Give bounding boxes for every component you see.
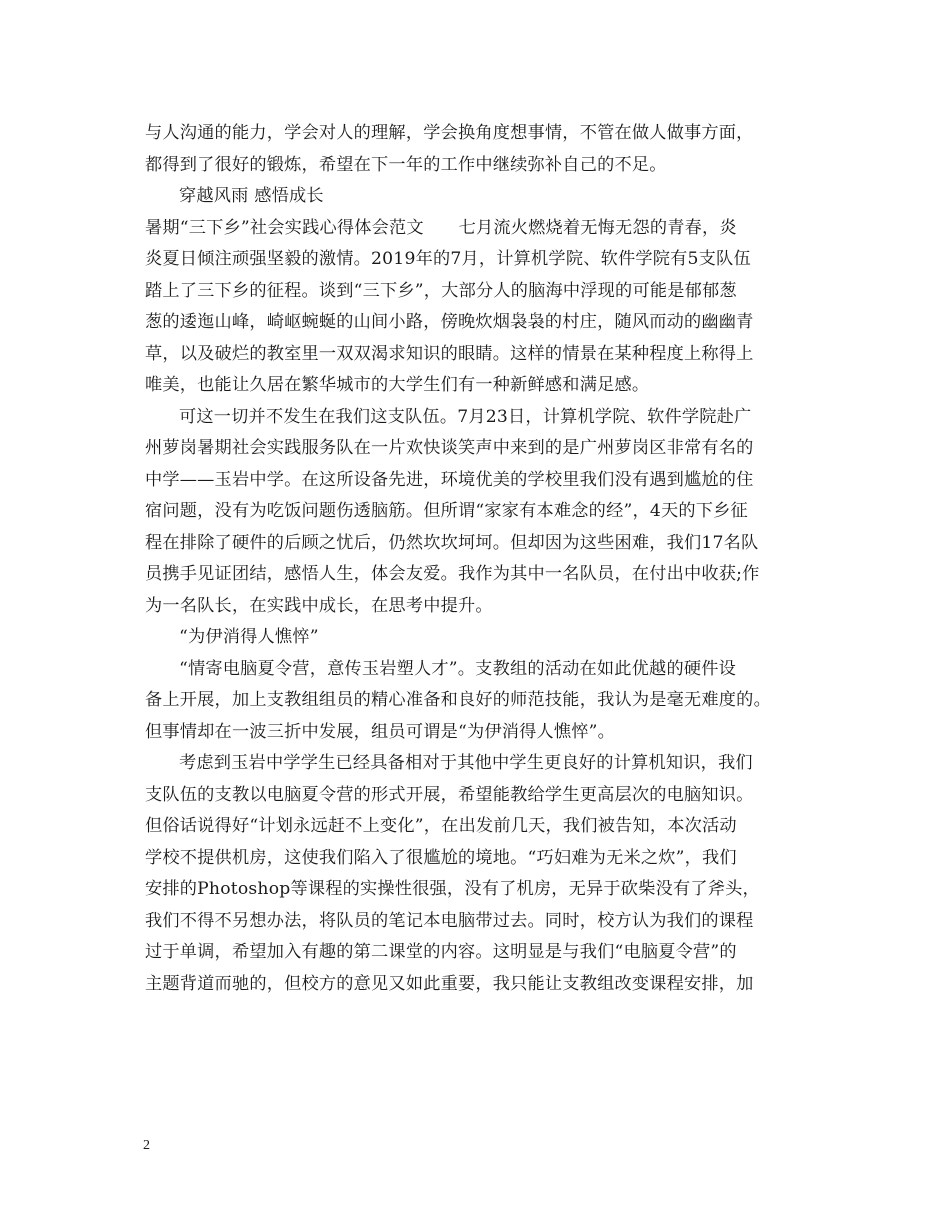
text-line: 可这一切并不发生在我们这支队伍。7月23日，计算机学院、软件学院赴广: [179, 406, 752, 427]
text-line: 支队伍的支教以电脑夏令营的形式开展，希望能教给学生更高层次的电脑知识。: [145, 784, 754, 805]
text-line: “为伊消得人憔悴”: [179, 627, 319, 647]
text-line: 过于单调，希望加入有趣的第二课堂的内容。这明显是与我们“电脑夏令营”的: [145, 942, 737, 962]
text-line: 葱的逶迤山峰，崎岖蜿蜒的山间小路，傍晚炊烟袅袅的村庄，随风而动的幽幽青: [145, 312, 754, 332]
text-line: 安排的Photoshop等课程的实操性很强，没有了机房，无异于砍柴没有了斧头，: [145, 879, 760, 899]
text-line: 程在排除了硬件的后顾之忧后，仍然坎坎坷坷。但却因为这些困难，我们17名队: [145, 532, 759, 553]
text-line: 踏上了三下乡的征程。谈到“三下乡”，大部分人的脑海中浮现的可能是郁郁葱: [145, 280, 737, 301]
text-line: 但事情却在一波三折中发展，组员可谓是“为伊消得人憔悴”。: [145, 721, 616, 742]
text-line: 主题背道而驰的，但校方的意见又如此重要，我只能让支教组改变课程安排，加: [145, 973, 754, 994]
document-body: [145, 118, 815, 1000]
text-line: 员携手见证团结，感悟人生，体会友爱。我作为其中一名队员，在付出中收获;作: [145, 564, 760, 584]
page-number: 2: [143, 1138, 150, 1153]
text-line: 中学——玉岩中学。在这所设备先进，环境优美的学校里我们没有遇到尴尬的住: [145, 469, 754, 490]
text-line: 暑期“三下乡”社会实践心得体会范文 七月流火燃烧着无悔无怨的青春，炎: [145, 217, 737, 238]
text-line: 都得到了很好的锻炼，希望在下一年的工作中继续弥补自己的不足。: [145, 154, 667, 175]
text-line: 但俗话说得好“计划永远赶不上变化”，在出发前几天，我们被告知，本次活动: [145, 816, 737, 836]
text-line: 唯美，也能让久居在繁华城市的大学生们有一种新鲜感和满足感。: [145, 375, 650, 395]
text-line: 备上开展，加上支教组组员的精心准备和良好的师范技能，我认为是毫无难度的。: [145, 690, 771, 710]
text-line: 宿问题，没有为吃饭问题伤透脑筋。但所谓“家家有本难念的经”，4天的下乡征: [145, 501, 748, 521]
text-line: 与人沟通的能力，学会对人的理解，学会换角度想事情，不管在做人做事方面，: [145, 123, 754, 143]
text-line: 炎夏日倾注顽强坚毅的激情。2019年的7月，计算机学院、软件学院有5支队伍: [145, 249, 751, 269]
text-line: 穿越风雨 感悟成长: [179, 186, 324, 206]
text-line: 考虑到玉岩中学学生已经具备相对于其他中学生更良好的计算机知识，我们: [179, 753, 753, 773]
text-line: 学校不提供机房，这使我们陷入了很尴尬的境地。“巧妇难为无米之炊”，我们: [145, 847, 737, 868]
text-line: 为一名队长，在实践中成长，在思考中提升。: [145, 595, 493, 616]
text-line: “情寄电脑夏令营，意传玉岩塑人才”。支教组的活动在如此优越的硬件设: [179, 658, 736, 679]
text-line: 草，以及破烂的教室里一双双渴求知识的眼睛。这样的情景在某种程度上称得上: [145, 343, 754, 364]
text-line: 州萝岗暑期社会实践服务队在一片欢快谈笑声中来到的是广州萝岗区非常有名的: [145, 438, 754, 458]
text-line: 我们不得不另想办法，将队员的笔记本电脑带过去。同时，校方认为我们的课程: [145, 910, 754, 931]
